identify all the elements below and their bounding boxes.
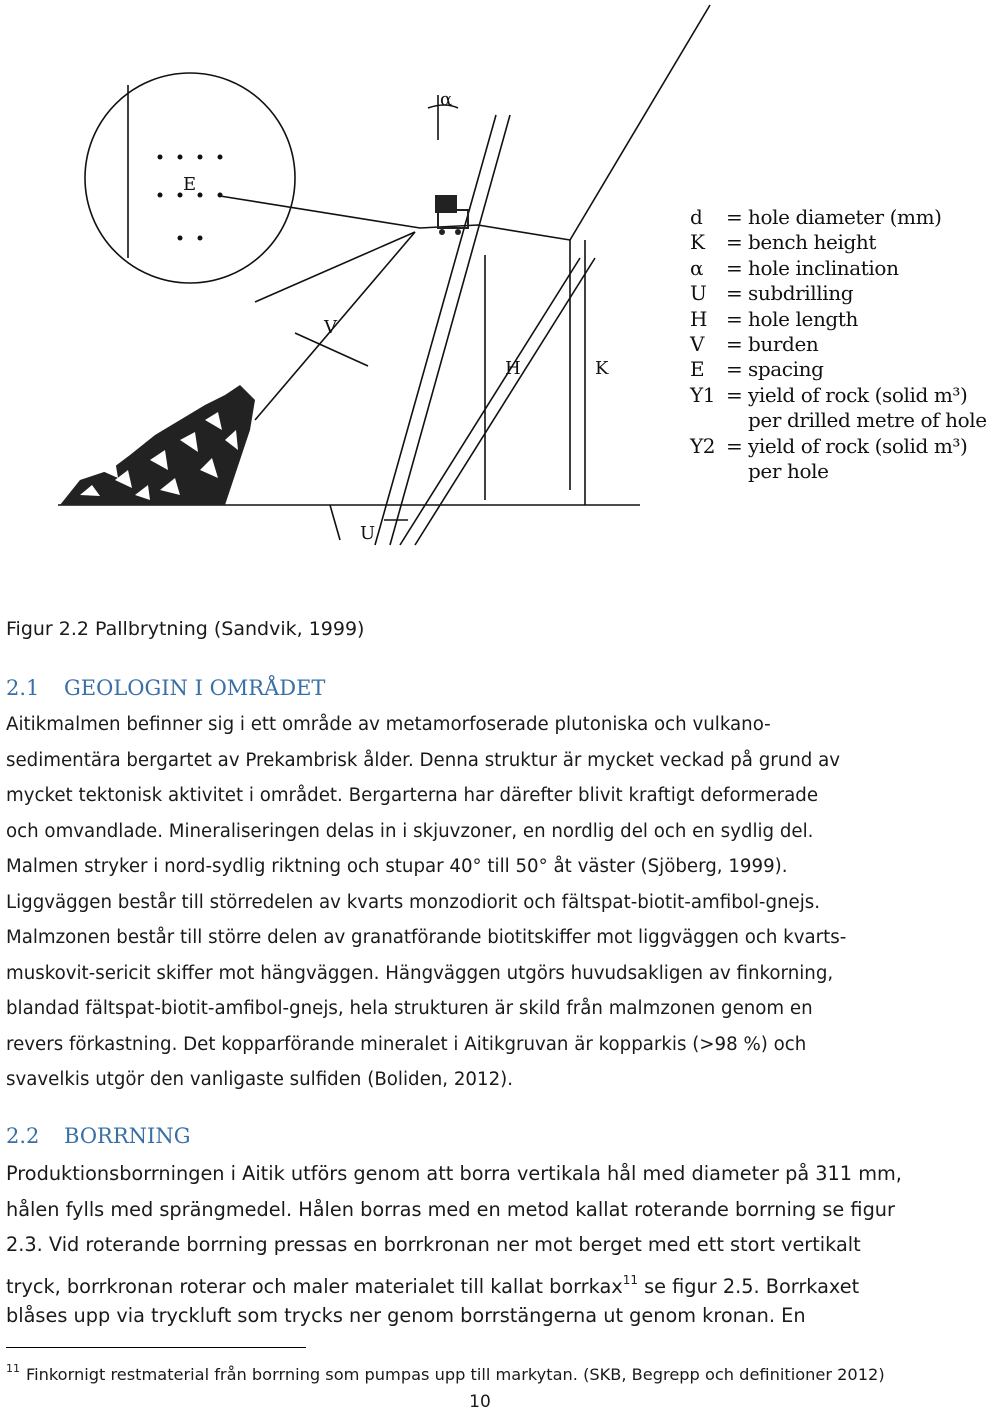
alpha-label: α: [440, 89, 453, 110]
legend-symbol: U: [690, 281, 707, 306]
legend-text: subdrilling: [748, 281, 854, 306]
legend-text: spacing: [748, 357, 824, 382]
legend-symbol: [690, 459, 726, 484]
section-heading-borrning: [6, 1124, 190, 1148]
legend-row: [690, 357, 987, 382]
text-line: svavelkis utgör den vanligaste sulfiden (Boliden, 2012).: [6, 1069, 514, 1090]
text-line: [6, 1263, 956, 1299]
section-number: 2.2: [6, 1124, 40, 1148]
burden-label: V: [324, 317, 337, 338]
legend-text: per drilled metre of hole: [748, 408, 987, 433]
figure-legend: [690, 205, 987, 484]
legend-equals: =: [726, 332, 743, 357]
legend-symbol: H: [690, 306, 708, 331]
legend-equals: =: [726, 281, 743, 306]
legend-text: bench height: [748, 230, 876, 255]
legend-equals: =: [726, 433, 743, 458]
rubble-pile: [60, 385, 255, 505]
legend-symbol: Y2: [690, 433, 716, 458]
page-number: 10: [469, 1392, 491, 1412]
drill-rig: [435, 195, 468, 235]
text-line: 2.3. Vid roterande borrning pressas en borrkronan ner mot berget med ett stort vertikalt: [6, 1233, 861, 1257]
text-line: hålen fylls med sprängmedel. Hålen borras med en metod kallat roterande borrning se figur: [6, 1197, 895, 1221]
footnote: [6, 1362, 885, 1384]
legend-text: yield of rock (solid m³): [748, 382, 968, 407]
legend-row: [690, 434, 987, 459]
text-line: sedimentära bergartet av Prekambrisk ålder. Denna struktur är mycket veckad på grund av: [6, 749, 841, 771]
legend-symbol: α: [690, 255, 704, 280]
bench-top-line: [220, 196, 570, 240]
legend-symbol: Y1: [690, 382, 716, 407]
text-line: Produktionsborrningen i Aitik utförs genom att borra vertikala hål med diameter på 311 mm,: [6, 1162, 902, 1185]
text-line: Aitikmalmen befinner sig i ett område av metamorfoserade plutoniska och vulkano-: [6, 714, 771, 735]
legend-equals: =: [726, 230, 743, 255]
drill-hole-2b: [415, 258, 595, 545]
legend-symbol: [690, 408, 726, 433]
legend-row: [690, 256, 987, 281]
text-line: mycket tektonisk aktivitet i området. Bergarterna har därefter blivit kraftigt deformerade: [6, 785, 819, 806]
footnote-ref: 11: [622, 1272, 638, 1287]
drill-hole-1a: [375, 115, 496, 545]
drill-hole-2a: [400, 258, 580, 545]
section-number: 2.1: [6, 676, 40, 700]
bench-height-label: K: [595, 358, 609, 379]
text-line: muskovit-sericit skiffer mot hängväggen. Hängväggen utgörs huvudsakligen av finkorning,: [6, 962, 834, 984]
legend-symbol: V: [690, 332, 705, 357]
paragraph-borrning: [6, 1156, 956, 1334]
paragraph-geologi: [6, 707, 946, 1098]
legend-text: yield of rock (solid m³): [748, 433, 968, 458]
text-line: revers förkastning. Det kopparförande mineralet i Aitikgruvan är kopparkis (>98 %) och: [6, 1033, 807, 1055]
text-line: Malmzonen består till större delen av granatförande biotitskiffer mot liggväggen och kvarts-: [6, 927, 847, 948]
legend-row: [690, 408, 987, 433]
legend-text: hole diameter (mm): [748, 205, 942, 229]
legend-symbol: E: [690, 357, 705, 382]
legend-equals: =: [726, 205, 743, 229]
legend-text: hole length: [748, 306, 858, 331]
drill-hole-1b: [390, 115, 510, 545]
legend-text: hole inclination: [748, 255, 899, 280]
text-line: Liggväggen består till störredelen av kvarts monzodiorit och fältspat-biotit-amfibol-gnejs.: [6, 891, 821, 913]
legend-text: per hole: [748, 459, 829, 484]
legend-symbol: d: [690, 205, 703, 229]
legend-equals: [726, 459, 748, 484]
legend-equals: =: [726, 306, 743, 331]
bench-blasting-figure: [40, 0, 987, 590]
section-heading-geologi: [6, 676, 325, 700]
legend-row: [690, 332, 987, 357]
legend-equals: =: [726, 255, 743, 280]
footnote-mark: 11: [6, 1362, 20, 1375]
legend-equals: [726, 408, 748, 433]
legend-row: [690, 230, 987, 255]
text-span: tryck, borrkronan roterar och maler materialet till kallat borrkax: [6, 1274, 623, 1298]
legend-row: [690, 383, 987, 408]
footnote-text: Finkornigt restmaterial från borrning som pumpas upp till markytan. (SKB, Begrepp och definitioner 2012): [26, 1365, 885, 1384]
text-line: blåses upp via tryckluft som trycks ner genom borrstängerna ut genom kronan. En: [6, 1304, 806, 1328]
legend-symbol: K: [690, 230, 705, 255]
figure-caption: Figur 2.2 Pallbrytning (Sandvik, 1999): [6, 618, 365, 640]
subdrilling-label: U: [360, 523, 376, 544]
text-line: blandad fältspat-biotit-amfibol-gnejs, hela strukturen är skild från malmzonen genom en: [6, 998, 813, 1019]
section-title: GEOLOGIN I OMRÅDET: [64, 676, 326, 700]
text-line: och omvandlade. Mineraliseringen delas in i skjuvzoner, en nordlig del och en sydlig del.: [6, 820, 814, 842]
text-span: se figur 2.5. Borrkaxet: [638, 1274, 860, 1298]
spacing-label: E: [183, 174, 197, 195]
legend-row: [690, 205, 987, 230]
hole-length-label: H: [505, 358, 521, 379]
legend-row: [690, 307, 987, 332]
legend-row: [690, 459, 987, 484]
section-title: BORRNING: [64, 1124, 191, 1148]
text-line: Malmen stryker i nord-sydlig riktning och stupar 40° till 50° åt väster (Sjöberg, 1999).: [6, 856, 788, 877]
legend-equals: =: [726, 357, 743, 382]
legend-equals: =: [726, 382, 743, 407]
legend-row: [690, 281, 987, 306]
footnote-separator: [6, 1347, 306, 1348]
legend-text: burden: [748, 332, 819, 357]
